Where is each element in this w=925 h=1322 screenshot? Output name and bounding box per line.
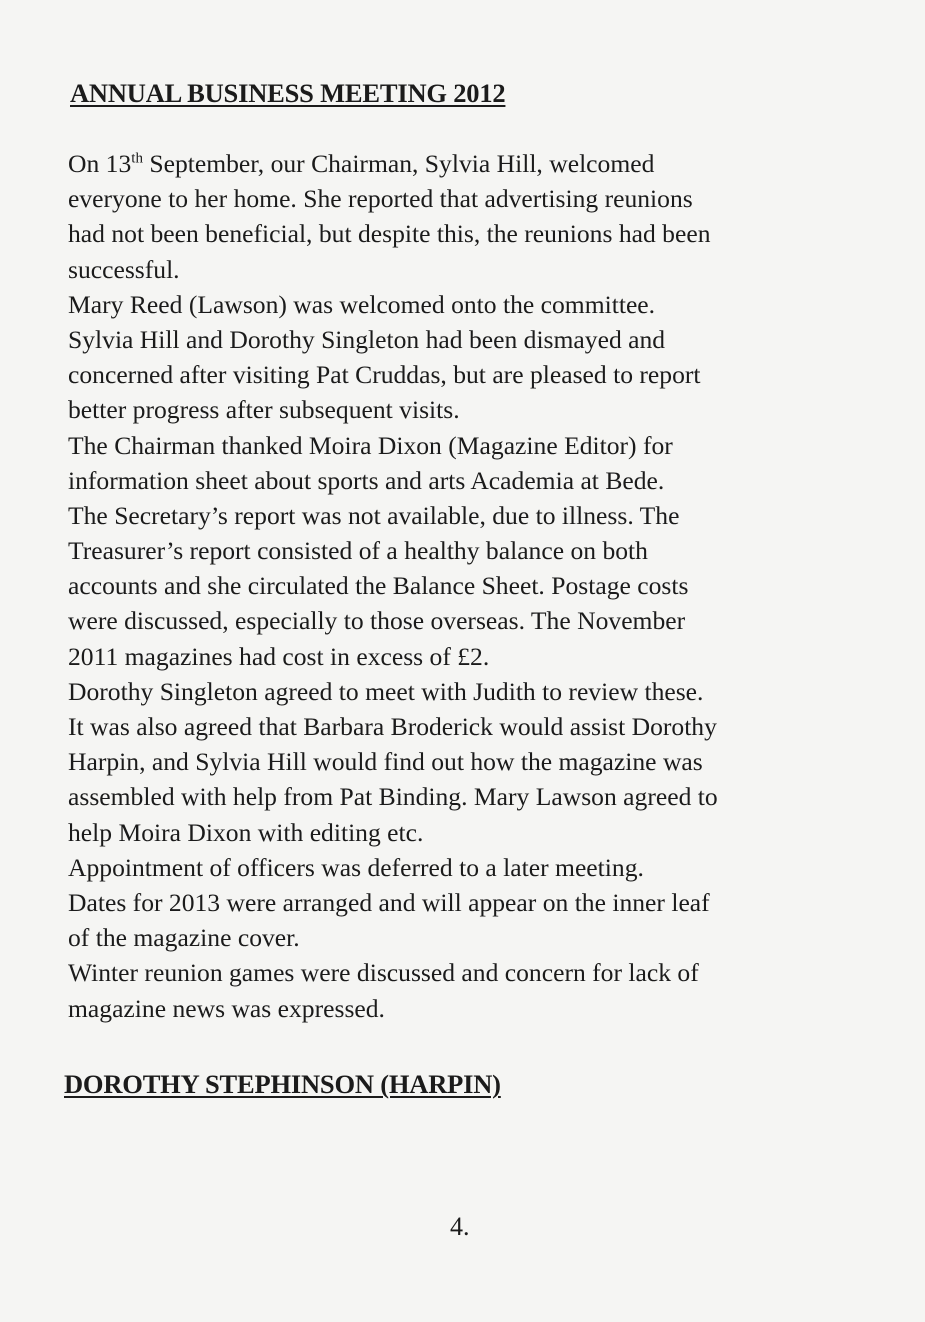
paragraph-line: concerned after visiting Pat Cruddas, but are pleased to report (68, 360, 701, 390)
paragraph-line: 2011 magazines had cost in excess of £2. (68, 641, 490, 671)
ordinal-suffix: th (131, 150, 143, 167)
paragraph-line: Treasurer’s report consisted of a healthy balance on both (68, 536, 648, 566)
paragraph-line: The Secretary’s report was not available, due to illness. The (68, 500, 680, 530)
meeting-heading: ANNUAL BUSINESS MEETING 2012 (70, 78, 506, 108)
paragraph-line: had not been beneficial, but despite this, the reunions had been (68, 219, 711, 249)
paragraph-line: magazine news was expressed. (68, 993, 385, 1023)
paragraph-line: Mary Reed (Lawson) was welcomed onto the committee. (68, 289, 656, 319)
paragraph-line: Appointment of officers was deferred to a later meeting. (68, 852, 644, 882)
paragraph-line-1 (68, 146, 868, 181)
paragraph-line: Dates for 2013 were arranged and will appear on the inner leaf (68, 887, 710, 917)
paragraph-line: everyone to her home. She reported that advertising reunions (68, 184, 693, 214)
next-article-heading: DOROTHY STEPHINSON (HARPIN) (64, 1069, 501, 1099)
opening-line-rest: September, our Chairman, Sylvia Hill, welcomed (142, 149, 655, 178)
paragraph-line: Sylvia Hill and Dorothy Singleton had been dismayed and (68, 324, 666, 354)
paragraph-line: better progress after subsequent visits. (68, 395, 460, 425)
meeting-report-body (68, 146, 868, 1026)
paragraph-line: It was also agreed that Barbara Broderick would assist Dorothy (68, 712, 717, 741)
paragraph-line: Dorothy Singleton agreed to meet with Judith to review these. (68, 676, 704, 706)
paragraph-line: The Chairman thanked Moira Dixon (Magazine Editor) for (68, 430, 673, 460)
paragraph-line: help Moira Dixon with editing etc. (68, 817, 424, 847)
paragraph-line: of the magazine cover. (68, 923, 300, 953)
paragraph-line: accounts and she circulated the Balance Sheet. Postage costs (68, 571, 689, 601)
paragraph-line: Winter reunion games were discussed and concern for lack of (68, 958, 699, 988)
paragraph-line: information sheet about sports and arts Academia at Bede. (68, 465, 665, 495)
paragraph-line: Harpin, and Sylvia Hill would find out how the magazine was (68, 747, 703, 777)
date-prefix: On 13 (68, 149, 132, 178)
page-number: 4. (450, 1212, 470, 1241)
paragraph-line: successful. (68, 254, 180, 284)
paragraph-line: assembled with help from Pat Binding. Mary Lawson agreed to (68, 782, 718, 812)
paragraph-line: were discussed, especially to those overseas. The November (68, 606, 686, 636)
